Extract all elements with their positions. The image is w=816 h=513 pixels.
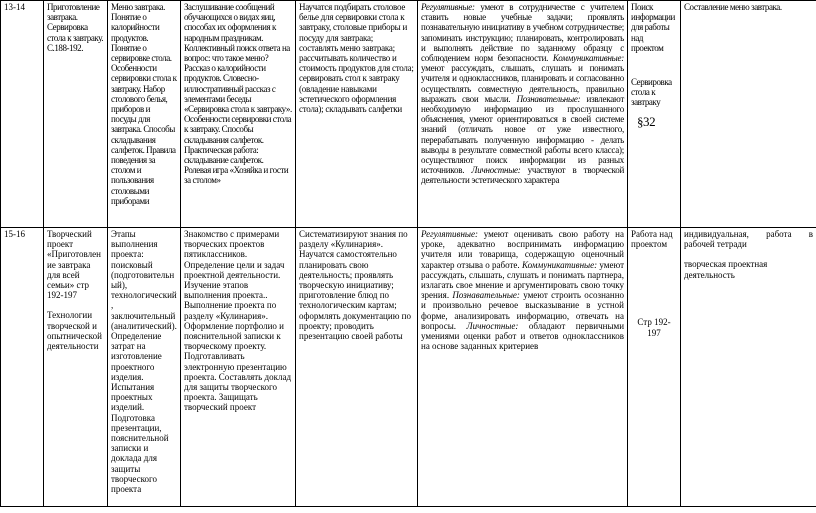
subject-results: Систематизируют знания по разделу «Кулинария». Научатся самостоятельно планировать свою деятельность; проявлять творческую инициативу; приготовление блюд по технологическим картам; оформлять документацию по проекту; проводить презентацию своей работы [296, 228, 418, 507]
personal-text: участвуют в творческой деятельности эстетического характера [421, 165, 625, 186]
student-activity: Заслушивание сообщений обучающихся о видах яиц, способах их оформления к народным праздникам. Коллективный поиск ответа на вопрос: что такое меню? Рассказ о калорийности продуктов. Словесно-иллюстративный рассказ с элементами беседы «Сервировка стола к завтраку». Особенности сервировки стола к завтраку. Способы складывания салфеток. Практическая работа: складывание салфеток. Ролевая игра «Хозяйка и гости за столом» [181, 1, 296, 228]
cognitive-label: Познавательные: [516, 93, 581, 104]
cognitive-text: извлекают необходимую информацию из прослушанного объяснения, умеют ориентироваться в своей системе знаний (отличать новое от уже известного, перерабатывать полученную информацию - делать выводы в результате совместной работы всего класса); осуществляют поиск информации из разных источников. [421, 93, 625, 176]
communicative-label: Коммуникативные: [521, 259, 598, 270]
homework-line: Поиск информации для работы над проектом [631, 2, 675, 53]
communicative-label: Коммуникативные: [552, 53, 624, 64]
meta-results [418, 1, 628, 228]
communicative-text: умеют рассуждать, слышать, слушать и понимать учителя и одноклассников, планировать и согласованно осуществлять совместную деятельность, правильно выражать свои мысли. [421, 63, 624, 104]
control-form [681, 228, 816, 507]
homework-line: Работа над проектом [631, 229, 673, 250]
lesson-number: 15-16 [1, 228, 44, 507]
personal-text: обладают первичными умениями оценки работ и ответов одноклассников на основе заданных критериев [421, 320, 625, 352]
lesson-content: Меню завтрака. Понятие о калорийности продуктов. Понятие о сервировке стола. Особенности сервировки стола к завтраку. Набор столового белья, приборов и посуды для завтрака. Способы складывания салфеток. Правила поведения за столом и пользования столовыми приборами [108, 1, 181, 228]
project-title: Творческий проект «Приготовление завтрака для всей семьи» стр 192-197 [47, 229, 101, 301]
control-line: индивидуальная, работа в рабочей тетради [684, 229, 813, 250]
regulatory-text: умеют в сотрудничестве с учителем ставить новые учебные задачи; проявлять познавательную инициативу в учебном сотрудничестве; запоминать инструкцию; планировать, контролировать и выполнять действие по заданному образцу с соблюдением норм безопасности. [421, 2, 624, 64]
table-row [1, 1, 816, 228]
cognitive-label: Познавательные: [452, 290, 520, 301]
cognitive-text: умеют строить осознанно и произвольно речевое высказывание в устной форме, анализировать информацию, отвечать на вопросы. [421, 290, 625, 331]
communicative-text: умеют рассуждать, слышать, слушать и понимать партнера, излагать свое мнение и аргументировать свою точку зрения. [421, 259, 625, 301]
personal-label: Личностные: [466, 320, 519, 331]
section-title: Технологии творческой и опытнической деятельности [47, 310, 102, 352]
regulatory-text: умеют оценивать свою работу на уроке, адекватно воспринимать информацию учителя или товарища, содержащую оценочный характер отзыва о работе. [421, 229, 624, 270]
student-activity: Знакомство с примерами творческих проектов пятиклассников. Определение цели и задач проектной деятельности. Изучение этапов выполнения проекта.. Выполнение проекта по разделу «Кулинария». Оформление портфолио и пояснительной записки к творческому проекту. Подготавливать электронную презентацию проекта. Составлять доклад для защиты творческого проекта. Защищать творческий проект [181, 228, 296, 507]
homework-line: Сервировка стола к завтраку [631, 77, 672, 108]
homework [628, 228, 681, 507]
homework-pages: Стр 192-197 [637, 317, 671, 338]
lesson-topic [44, 228, 108, 507]
regulatory-label: Регулятивные: [421, 2, 475, 12]
control-form: Составление меню завтрака. [681, 1, 816, 228]
regulatory-label: Регулятивные: [421, 229, 478, 239]
lesson-topic: Приготовление завтрака. Сервировка стола к завтраку. С.188-192. [44, 1, 108, 228]
control-line: творческая проектная деятельность [684, 259, 768, 280]
lesson-number: 13-14 [1, 1, 44, 228]
homework-paragraph: §32 [637, 113, 656, 129]
personal-label: Личностные: [471, 165, 521, 176]
meta-results [418, 228, 628, 507]
table-row [1, 228, 816, 507]
lesson-content: Этапы выполнения проекта: поисковый (подготовительный), технологический, заключительный (аналитический). Определение затрат на изготовление проектного изделия. Испытания проектных изделий. Подготовка презентации, пояснительной записки и доклада для защиты творческого проекта [108, 228, 181, 507]
homework [628, 1, 681, 228]
subject-results: Научатся подбирать столовое белье для сервировки стола к завтраку, столовые приборы и посуду для завтрака; составлять меню завтрака; рассчитывать количество и стоимость продуктов для стола; сервировать стол к завтраку (овладение навыками эстетического оформления стола); складывать салфетки [296, 1, 418, 228]
